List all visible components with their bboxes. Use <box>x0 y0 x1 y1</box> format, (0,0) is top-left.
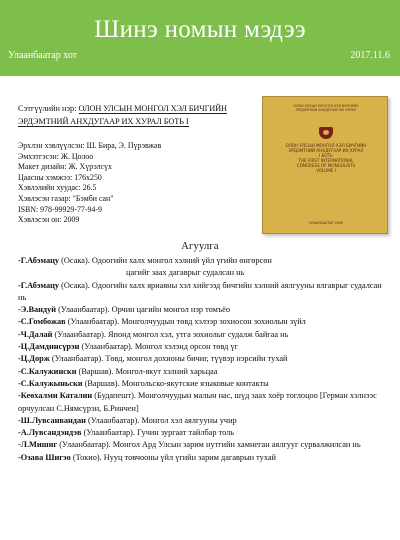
toc-title-continued: цагийг заах дагаврыг судалсан нь <box>126 268 245 278</box>
toc-title: (Улаанбаатар). Японд монгол хэл, утга зохиолыг судалж байгаа нь <box>52 329 289 339</box>
toc-item <box>18 439 390 451</box>
toc-title: (Улаанбаатар). Монгол хэлэнд орсон төвд үг <box>79 342 239 352</box>
toc-item <box>18 280 390 305</box>
toc-author: -Г.Абэмацу <box>18 256 60 265</box>
meta-compiler: Эмхэтгэсэн: Ж. Цолоо <box>18 151 94 161</box>
book-cover-image <box>262 96 388 234</box>
toc-author: -С.Гомбожав <box>18 317 66 327</box>
toc-title: (Улаанбаатар). Төвд, монгол дохионы бичиг, түүвэр нэрсийн тухай <box>49 354 288 364</box>
toc-item <box>18 304 390 316</box>
toc-item <box>18 341 390 353</box>
toc-item <box>18 390 390 415</box>
toc-title: (Варшав). Монгольско-якутские языковые контакты <box>82 378 269 388</box>
book-title <box>18 103 256 128</box>
cover-mid-line-2: ЭРДЭМТНИЙ АНХДУГААР ИХ ХУРАЛ <box>288 148 364 153</box>
header-banner <box>0 0 400 76</box>
meta-editors: Эрхлэн хэвлүүлсэн: Ш. Бира, Э. Пүрэвжав <box>18 141 162 150</box>
meta-year: Хэвлэсэн он: 2009 <box>18 215 80 225</box>
meta-publisher: Хэвлэсэн газар: "Бэмби сан" <box>18 193 114 203</box>
cover-mid-line-6: VOLUME I <box>316 168 336 173</box>
toc-author: -Озава Шигэо <box>18 452 71 462</box>
toc-title: (Улаанбаатар). Монгол хэл аялгууны учир <box>85 415 237 425</box>
table-of-contents <box>18 255 390 464</box>
cover-top-text <box>267 104 385 112</box>
toc-author: -А.Лувсандэндэв <box>18 428 82 438</box>
toc-item <box>18 255 390 280</box>
toc-title: (Осака). Одоогийн халх яриаяны хэл хийгээд бичгийн хэлний аялгууны ялгаврыг судалсан нь <box>18 280 382 302</box>
toc-title: (Улаанбаатар). Гучин зургаат тайлбар толь <box>81 428 235 438</box>
toc-author: -С.Калужыньски <box>18 378 83 388</box>
cover-top-line-2: ЭРДЭМТНИЙ АНХДУГААР ИХ ХУРАЛ <box>295 108 357 112</box>
cover-mid-line-3: I БОТЬ <box>319 153 333 158</box>
toc-title: (Варшав). Монгол-якут хэлний харьцаа <box>76 366 218 376</box>
meta-pages: Хэвлэлийн хуудас: 26.5 <box>18 183 97 193</box>
toc-author: -Ч.Далай <box>18 329 53 339</box>
meta-designer: Макет дизайн: Ж. Хүрэлсүх <box>18 162 112 172</box>
emblem-icon <box>319 127 333 139</box>
toc-item <box>18 329 390 341</box>
toc-author: -Ш.Лувсанвандан <box>18 415 86 425</box>
toc-title: (Улаанбаатар). Орчин цагийн монгол нэр томъёо <box>56 305 230 315</box>
meta-isbn: ISBN: 978-99929-77-94-9 <box>18 204 102 214</box>
toc-item <box>18 378 390 390</box>
toc-item <box>18 427 390 439</box>
cover-title-text <box>267 143 385 173</box>
cover-bottom-text: УЛААНБААТАР 2009 <box>309 221 343 225</box>
toc-item <box>18 452 390 464</box>
toc-author: -Ц.Дамдинсүрэн <box>18 342 80 352</box>
title-line-2: ЭРДЭМТНИЙ АНХДУГААР ИХ ХУРАЛ БОТЬ I <box>18 116 189 126</box>
meta-paper-size: Цаасны хэмжээ: 176x250 <box>18 172 102 182</box>
toc-author: -Г.Абэмацу <box>18 280 60 290</box>
cover-top-line-1: ОЛОН УЛСЫН МОНГОЛ ХЭЛ БИЧГИЙН <box>293 104 359 108</box>
toc-item <box>18 353 390 365</box>
toc-title: (Улаанбаатар). Монгол Ард Улсын зарим нутгийн хамнеган аялгууг сурвалжилсан нь <box>57 440 361 450</box>
toc-author: -Ц.Дорж <box>18 354 50 364</box>
toc-author: -Л.Мишиг <box>18 440 58 450</box>
toc-item <box>18 415 390 427</box>
toc-title: (Осака). Одоогийн халх монгол хэлний үйл үгийн өнгөрсөн <box>59 256 272 265</box>
title-label: Сэтгүүлийн нэр: <box>18 104 77 113</box>
date-label: 2017.11.6 <box>350 50 390 61</box>
cover-mid-line-5: CONGRESS OF MONGOLISTS <box>296 163 356 168</box>
location-label: Улаанбаатар хот <box>8 50 78 61</box>
cover-mid-line-1: ОЛОН УЛСЫН МОНГОЛ ХЭЛ БИЧГИЙН <box>285 143 367 148</box>
toc-title: (Токио). Нууц товчооны үйл үгийн зарим дагаврын тухай <box>70 452 276 462</box>
title-line-1: ОЛОН УЛСЫН МОНГОЛ ХЭЛ БИЧГИЙН <box>78 104 227 113</box>
toc-item <box>18 316 390 328</box>
toc-author: -Кеөхалми Каталин <box>18 391 93 401</box>
toc-author: -Э.Вандуй <box>18 305 57 315</box>
cover-mid-line-4: THE FIRST INTERNATIONAL <box>298 158 354 163</box>
toc-title: (Будапешт). Монголчуудын малын нас, шүд заах хоёр тоглоцоо [Герман хэлнээс орчуулсан С.Нямсүрэн, Б.Ринчен] <box>18 391 377 413</box>
toc-author: -С.Калужински <box>18 366 77 376</box>
toc-title: (Улаанбаатар). Монголчуудын төвд хэлээр зохиосон зохиолын зүйл <box>65 317 306 327</box>
toc-heading: Агуулга <box>181 241 219 252</box>
page-title: Шинэ номын мэдээ <box>94 16 306 43</box>
toc-item <box>18 366 390 378</box>
book-metadata <box>18 141 258 226</box>
